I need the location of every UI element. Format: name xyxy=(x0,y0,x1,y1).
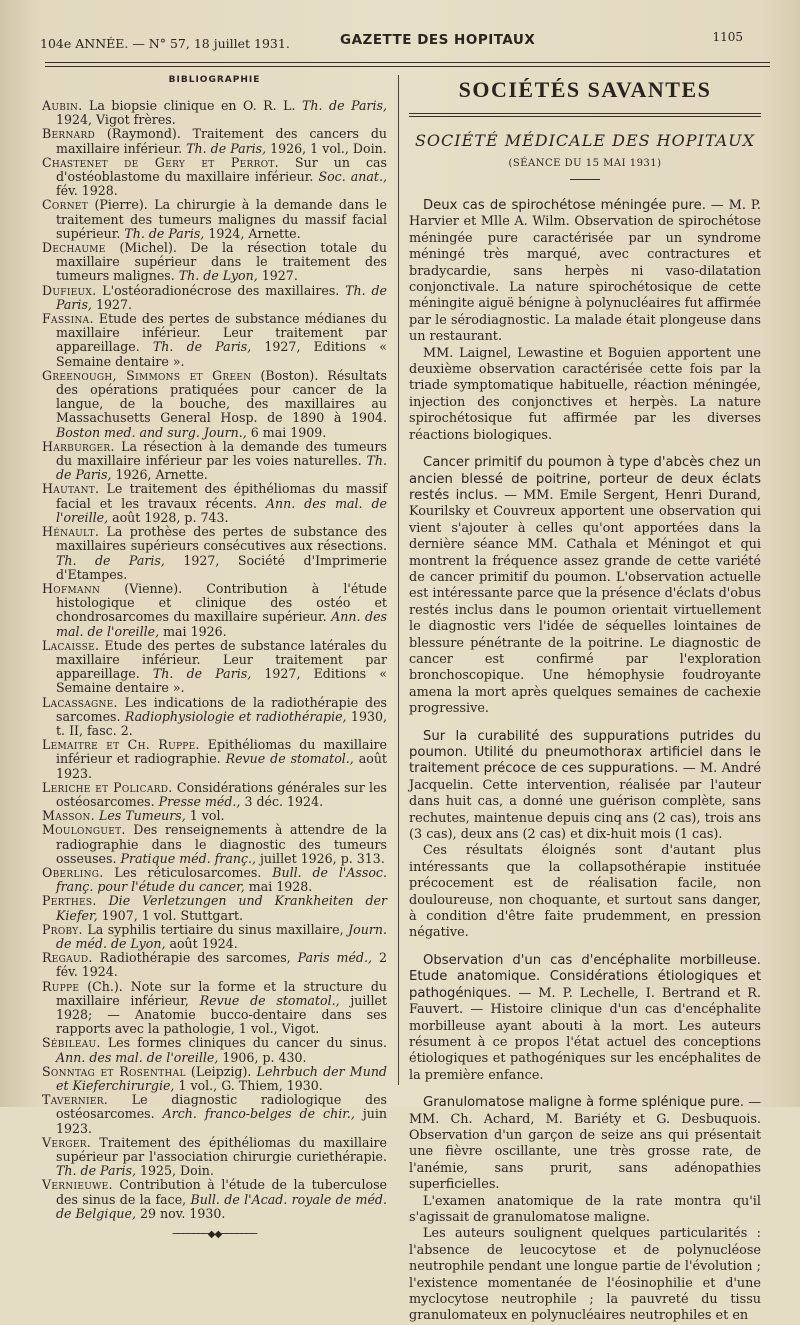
report-paragraph xyxy=(409,1095,761,1193)
entry-author: Lacaisse. xyxy=(42,637,100,653)
entry-details: 6 mai 1909. xyxy=(246,424,327,440)
bibliography-entry xyxy=(42,696,387,739)
entry-reference: Arch. franco-belges de chir., xyxy=(162,1106,355,1122)
page-number: 1105 xyxy=(712,30,743,44)
report-body: L'examen anatomique de la rate montra qu'il s'agissait de granulomatose maligne. xyxy=(409,1193,761,1225)
entry-details: 1925, Doin. xyxy=(135,1163,214,1179)
entry-reference: Ann. des mal. de l'oreille, xyxy=(56,609,387,639)
bibliography-entry xyxy=(42,369,387,440)
bibliography-entry xyxy=(42,823,387,866)
entry-author: Harburger. xyxy=(42,438,115,454)
entry-details: 3 déc. 1924. xyxy=(240,793,324,809)
entry-details: 1930, t. II, fasc. 2. xyxy=(56,708,387,738)
entry-reference: Revue de stomatol., xyxy=(199,992,340,1008)
entry-text: Epithéliomas du maxillaire inférieur et radiographie. xyxy=(56,737,387,767)
entry-author: Tavernier. xyxy=(42,1092,109,1108)
bibliography-entry xyxy=(42,781,387,809)
entry-details: 1926, Arnette. xyxy=(111,467,208,483)
entry-text: La résection à la demande des tumeurs du maxillaire inférieur par les voies naturelles. xyxy=(56,438,387,469)
entry-text: (Ch.). Note sur la forme et la structure du maxillaire inférieur, xyxy=(56,978,387,1008)
entry-text: La biopsie clinique en O. R. L. xyxy=(82,98,303,113)
entry-reference: Lehrbuch der Mund et Kieferchirurgie, xyxy=(56,1063,387,1094)
entry-reference: Presse méd., xyxy=(158,793,241,809)
header-rule-thin xyxy=(45,66,770,67)
report-heading: Granulomatose maligne à forme splénique pure. xyxy=(423,1095,744,1111)
entry-details: 1907, 1 vol. Stuttgart. xyxy=(97,907,244,923)
entry-reference: Pratique méd. franç., xyxy=(120,850,257,866)
entry-details: 1924, Arnette. xyxy=(204,225,301,241)
column-divider xyxy=(398,75,399,1085)
entry-details: juillet 1926, p. 313. xyxy=(256,850,385,866)
entry-author: Masson. xyxy=(42,808,95,824)
report-paragraph xyxy=(409,729,761,844)
entry-details: mai 1926. xyxy=(159,623,227,639)
entry-reference: Ann. des mal. de l'oreille, xyxy=(56,495,387,525)
entry-author: Oberling. xyxy=(42,864,104,880)
report-paragraph xyxy=(409,953,761,1084)
report-body: — M. P. Harvier et Mlle A. Wilm. Observation de spirochétose méningée pure caractérisée par un syndrome méningé très marqué, avec contractures et bradycardie, sans herpès ni vaso-dilatation conjonctivale. La nature spirochétosique de cette méningite aiguë bénigne à polynucléaires fut affirmée par le sérodiagnostic. La malade était plongeuse dans un restaurant. xyxy=(409,198,762,345)
entry-details: 1924, Vigot frères. xyxy=(56,112,176,128)
short-rule xyxy=(570,179,600,180)
bibliography-entry xyxy=(42,809,387,823)
entry-author: Dechaume xyxy=(42,240,106,256)
entry-author: Ruppe xyxy=(42,978,80,994)
bibliography-entry xyxy=(42,525,387,582)
entry-author: Perthes. xyxy=(42,893,97,909)
entry-text: L'ostéoradionécrose des maxillaires. xyxy=(96,282,346,298)
report-paragraph xyxy=(409,1194,761,1227)
entry-details: août 1923. xyxy=(56,751,387,781)
entry-text: Les formes cliniques du cancer du sinus. xyxy=(100,1035,387,1051)
report-body: MM. Laignel, Lewastine et Boguien apportent une deuxième observation caractérisée cette fois par la triade symptomatique habituelle, réaction méningée, injection des conjonctives et herpès. La nature spirochétosique fut affirmée par les diverses réactions biologiques. xyxy=(409,345,761,443)
entry-author: Hénault. xyxy=(42,524,100,540)
entry-details: fév. 1928. xyxy=(56,183,118,199)
entry-text: (Michel). De la résection totale du maxillaire supérieur dans le traitement des tumeurs malignes. xyxy=(56,240,387,284)
entry-text: Contribution à l'étude de la tuberculose des sinus de la face, xyxy=(56,1177,387,1207)
entry-reference: Revue de stomatol., xyxy=(225,751,354,767)
entry-reference: Les Tumeurs, xyxy=(98,808,186,824)
entry-author: Fassina. xyxy=(42,311,94,327)
entry-author: Bernard xyxy=(42,126,96,142)
entry-author: Dufieux. xyxy=(42,282,97,298)
title-rule-thin xyxy=(409,116,761,117)
bibliography-entry xyxy=(42,440,387,483)
report-body: Les auteurs soulignent quelques particularités : l'absence de leucocytose et de polynucléose neutrophile pendant une longue partie de l'évolution ; l'existence momentanée de l'éosinophilie et d'une myclocytose neutrophile ; la pauvreté du tissu granulomateux en polynucléaires neutrophiles et en xyxy=(409,1226,761,1324)
entry-reference: Bull. de l'Assoc. franç. pour l'étude du cancer, xyxy=(56,864,387,895)
entry-text: Considérations générales sur les ostéosarcomes. xyxy=(56,779,387,809)
report-body: — M. P. Lechelle, I. Bertrand et R. Fauvert. — Histoire clinique d'un cas d'encéphalite morbilleuse ayant abouti à la mort. Les auteurs résument à ce propos l'état actuel des conceptions étiologiques et pathogéniques sur les encéphalites de la première enfance. xyxy=(409,985,761,1083)
bibliography-entry xyxy=(42,156,387,199)
entry-text xyxy=(97,893,109,908)
entry-author: Moulonguet. xyxy=(42,822,126,838)
bibliography-entry xyxy=(42,312,387,369)
header-rule xyxy=(45,62,770,63)
entry-text: Les indications de la radiothérapie des sarcomes. xyxy=(56,694,387,724)
report-body: — M. André Jacquelin. Cette intervention, réalisée par l'auteur dans huit cas, a donné une guérison complète, sans rechutes, maintenue depuis cinq ans (2 cas), trois ans (3 cas), deux ans (2 cas) et dix-huit mois (1 cas). xyxy=(409,761,761,843)
entry-reference: Paris méd., xyxy=(297,950,372,966)
bibliography-entry xyxy=(42,1093,387,1136)
entry-text: (Leipzig). xyxy=(185,1063,257,1079)
entry-text: Etude des pertes de substance médianes du maxillaire inférieur. Leur traitement par appareillage. xyxy=(56,311,387,355)
entry-text: Radiothérapie des sarcomes, xyxy=(92,950,298,966)
entry-details: juillet 1928; — Anatomie bucco-dentaire dans ses rapports avec la pathologie, 1 vol., Vigot. xyxy=(56,992,387,1037)
report-paragraph xyxy=(409,843,761,941)
bibliography-title: BIBLIOGRAPHIE xyxy=(168,75,261,85)
entry-text: Traitement des épithéliomas du maxillaire supérieur par l'association chirurgie curiethérapie. xyxy=(56,1134,387,1165)
entry-reference: Th. de Paris, xyxy=(152,339,252,355)
entry-author: Lemaitre et Ch. Ruppe. xyxy=(42,737,200,753)
report-heading: Deux cas de spirochétose méningée pure. xyxy=(423,198,706,213)
issue-info: 104e ANNÉE. — N° 57, 18 juillet 1931. xyxy=(40,36,290,51)
entry-details: août 1928, p. 743. xyxy=(108,509,229,525)
entry-reference: Soc. anat., xyxy=(318,169,387,185)
entry-text: Etude des pertes de substance latérales du maxillaire inférieur. Leur traitement par appareillage. xyxy=(56,637,387,682)
entry-author: Proby. xyxy=(42,921,83,937)
entry-author: Chastenet de Gery et Perrot. xyxy=(42,154,279,170)
bibliography-entry xyxy=(42,738,387,781)
entry-details: 1906, p. 430. xyxy=(218,1049,307,1065)
report-body: — MM. Ch. Achard, M. Bariéty et G. Desbuquois. Observation d'un garçon de seize ans qui présentait une fièvre oscillante, une très grosse rate, de l'anémie, sans prurit, sans adénopathies superficielles. xyxy=(409,1095,761,1193)
entry-author: Verger. xyxy=(42,1134,92,1150)
bibliography-entry xyxy=(42,980,387,1037)
report-paragraph xyxy=(409,455,761,718)
report-heading: Sur la curabilité des suppurations putrides du poumon. Utilité du pneumothorax artificiel dans le traitement précoce de ces suppurations. xyxy=(409,728,761,777)
entry-reference: Ann. des mal. de l'oreille, xyxy=(56,1049,219,1065)
societies-column xyxy=(409,75,761,1325)
entry-author: Leriche et Policard. xyxy=(42,779,173,795)
entry-author: Hautant. xyxy=(42,481,100,497)
entry-text: (Raymond). Traitement des cancers du maxillaire inférieur. xyxy=(56,126,387,156)
session-date: (SÉANCE DU 15 MAI 1931) xyxy=(508,158,662,169)
report-heading: Observation d'un cas d'encéphalite morbilleuse. Etude anatomique. Considérations étiologiques et pathogéniques. xyxy=(409,952,761,1001)
entry-author: Sébileau. xyxy=(42,1035,101,1051)
entry-reference: Th. de Paris, xyxy=(302,98,388,113)
entry-reference: Bull. de l'Acad. royale de méd. de Belgique, xyxy=(56,1191,387,1221)
title-rule xyxy=(409,113,761,114)
entry-author: Cornet xyxy=(42,197,89,213)
entry-reference: Boston med. and surg. Journ., xyxy=(56,424,247,440)
entry-text: Sur un cas d'ostéoblastome du maxillaire inférieur. xyxy=(56,154,387,185)
bibliography-entry xyxy=(42,894,387,922)
entry-reference: Th. de Paris, xyxy=(152,666,252,682)
entry-reference: Th. de Paris, xyxy=(186,140,267,156)
entry-text: Des renseignements à attendre de la radiographie dans le diagnostic des tumeurs osseuses. xyxy=(56,822,387,866)
entry-reference: Th. de Paris, xyxy=(56,1163,136,1179)
entry-text: (Vienne). Contribution à l'étude histologique et clinique des ostéo et chondrosarcomes du maxillaire supérieur. xyxy=(56,580,387,625)
bibliography-entry xyxy=(42,284,387,312)
entry-reference: Radiophysiologie et radiothérapie, xyxy=(124,708,347,724)
bibliography-entry xyxy=(42,99,387,127)
section-title: SOCIÉTÉS SAVANTES xyxy=(458,77,712,102)
report-list xyxy=(409,198,761,1325)
bibliography-entry xyxy=(42,1136,387,1179)
page-header xyxy=(40,28,775,58)
entry-details: 29 nov. 1930. xyxy=(135,1205,226,1221)
entry-author: Greenough, Simmons et Green xyxy=(42,367,252,383)
entry-author: Hofmann xyxy=(42,580,101,596)
entry-author: Aubin. xyxy=(42,98,83,113)
entry-details: 1 vol., G. Thiem, 1930. xyxy=(174,1078,323,1094)
entry-reference: Die Verletzungen und Krankheiten der Kiefer, xyxy=(56,893,387,923)
bibliography-entry xyxy=(42,482,387,525)
bibliography-column xyxy=(42,75,387,1240)
entry-details: août 1924. xyxy=(165,935,238,951)
entry-text: (Pierre). La chirurgie à la demande dans le traitement des tumeurs malignes du massif facial supérieur. xyxy=(56,197,387,241)
entry-details: 1 vol. xyxy=(185,808,225,824)
report-paragraph xyxy=(409,346,761,444)
entry-details: 2 fév. 1924. xyxy=(56,950,387,980)
entry-reference: Th. de Paris, xyxy=(56,282,387,312)
entry-reference: Th. de Paris, xyxy=(56,453,387,483)
report-paragraph xyxy=(409,1226,761,1324)
entry-details: 1927. xyxy=(257,268,298,284)
entry-details: 1927, Editions « Semaine dentaire ». xyxy=(56,339,388,369)
entry-reference: Journ. de méd. de Lyon, xyxy=(56,921,387,951)
entry-author: Vernieuwe. xyxy=(42,1177,113,1193)
entry-details: 1927. xyxy=(91,296,132,312)
bibliography-entry xyxy=(42,127,387,155)
entry-reference: Th. de Paris, xyxy=(56,552,165,568)
report-body: Ces résultats éloignés sont d'autant plus intéressants que la collapsothérapie instituée précocement est de réalisation facile, non douloureuse, non choquante, et surtout sans danger, à condition d'être faite prudemment, en pression négative. xyxy=(409,843,761,941)
entry-author: Lacassagne. xyxy=(42,694,118,710)
bibliography-entry xyxy=(42,639,387,696)
bibliography-entry xyxy=(42,1178,387,1221)
bibliography-entry xyxy=(42,951,387,979)
entry-details: 1927, Société d'Imprimerie d'Etampes. xyxy=(56,552,387,582)
bibliography-entry xyxy=(42,866,387,894)
bibliography-entry xyxy=(42,582,387,639)
bibliography-entry xyxy=(42,241,387,284)
entry-reference: Th. de Lyon, xyxy=(178,268,258,284)
entry-text: (Boston). Résultats des opérations pratiquées pour cancer de la langue, de la bouche, des maxillaires au Massachusetts General Hosp. de 1890 à 1904. xyxy=(56,367,387,426)
entry-details: juin 1923. xyxy=(56,1106,387,1136)
entry-details: 1926, 1 vol., Doin. xyxy=(266,140,387,156)
entry-details: 1927, Editions « Semaine dentaire ». xyxy=(56,666,388,696)
entry-text: Le traitement des épithéliomas du massif facial et les travaux récents. xyxy=(56,481,387,511)
entry-author: Sonntag et Rosenthal xyxy=(42,1063,186,1079)
end-ornament: ───────◆◆─────── xyxy=(172,1229,257,1241)
bibliography-entry xyxy=(42,1036,387,1064)
entry-text: Le diagnostic radiologique des ostéosarcomes. xyxy=(56,1092,387,1122)
bibliography-entry xyxy=(42,923,387,951)
society-name: SOCIÉTÉ MÉDICALE DES HOPITAUX xyxy=(414,131,756,150)
entry-text: La syphilis tertiaire du sinus maxillaire, xyxy=(82,921,349,937)
entry-reference: Th. de Paris, xyxy=(124,225,205,241)
entry-details: mai 1928. xyxy=(244,879,313,895)
journal-title: GAZETTE DES HOPITAUX xyxy=(340,32,536,48)
bibliography-entry xyxy=(42,1065,387,1093)
entry-text: La prothèse des pertes de substance des maxillaires supérieurs consécutives aux résections. xyxy=(56,524,387,554)
bibliography-entry xyxy=(42,198,387,241)
entry-text: Les réticulosarcomes. xyxy=(103,864,273,880)
report-heading: Cancer primitif du poumon à type d'abcès chez un ancien blessé de poitrine, porteur de deux éclats restés inclus. xyxy=(409,455,761,503)
entry-author: Regaud. xyxy=(42,950,93,966)
report-paragraph xyxy=(409,198,761,346)
bibliography-list xyxy=(42,99,387,1221)
report-body: — MM. Emile Sergent, Henri Durand, Kourilsky et Couvreux apportent une observation qui vient s'ajouter à celles qu'ont apportées dans la dernière séance MM. Cathala et Méningot et qui montrent la fréquence assez grande de cette variété de cancer primitif du poumon. L'observation actuelle est intéressante parce que la présence d'éclats d'obus restés inclus dans le poumon orientait virtuellement le diagnostic vers l'idée de séquelles lointaines de blessure pénétrante de la poitrine. Le diagnostic de cancer est confirmé par l'exploration bronchoscopique. Une hémophysie foudroyante amena la mort après quelques semaines de cachexie progressive. xyxy=(409,487,761,717)
